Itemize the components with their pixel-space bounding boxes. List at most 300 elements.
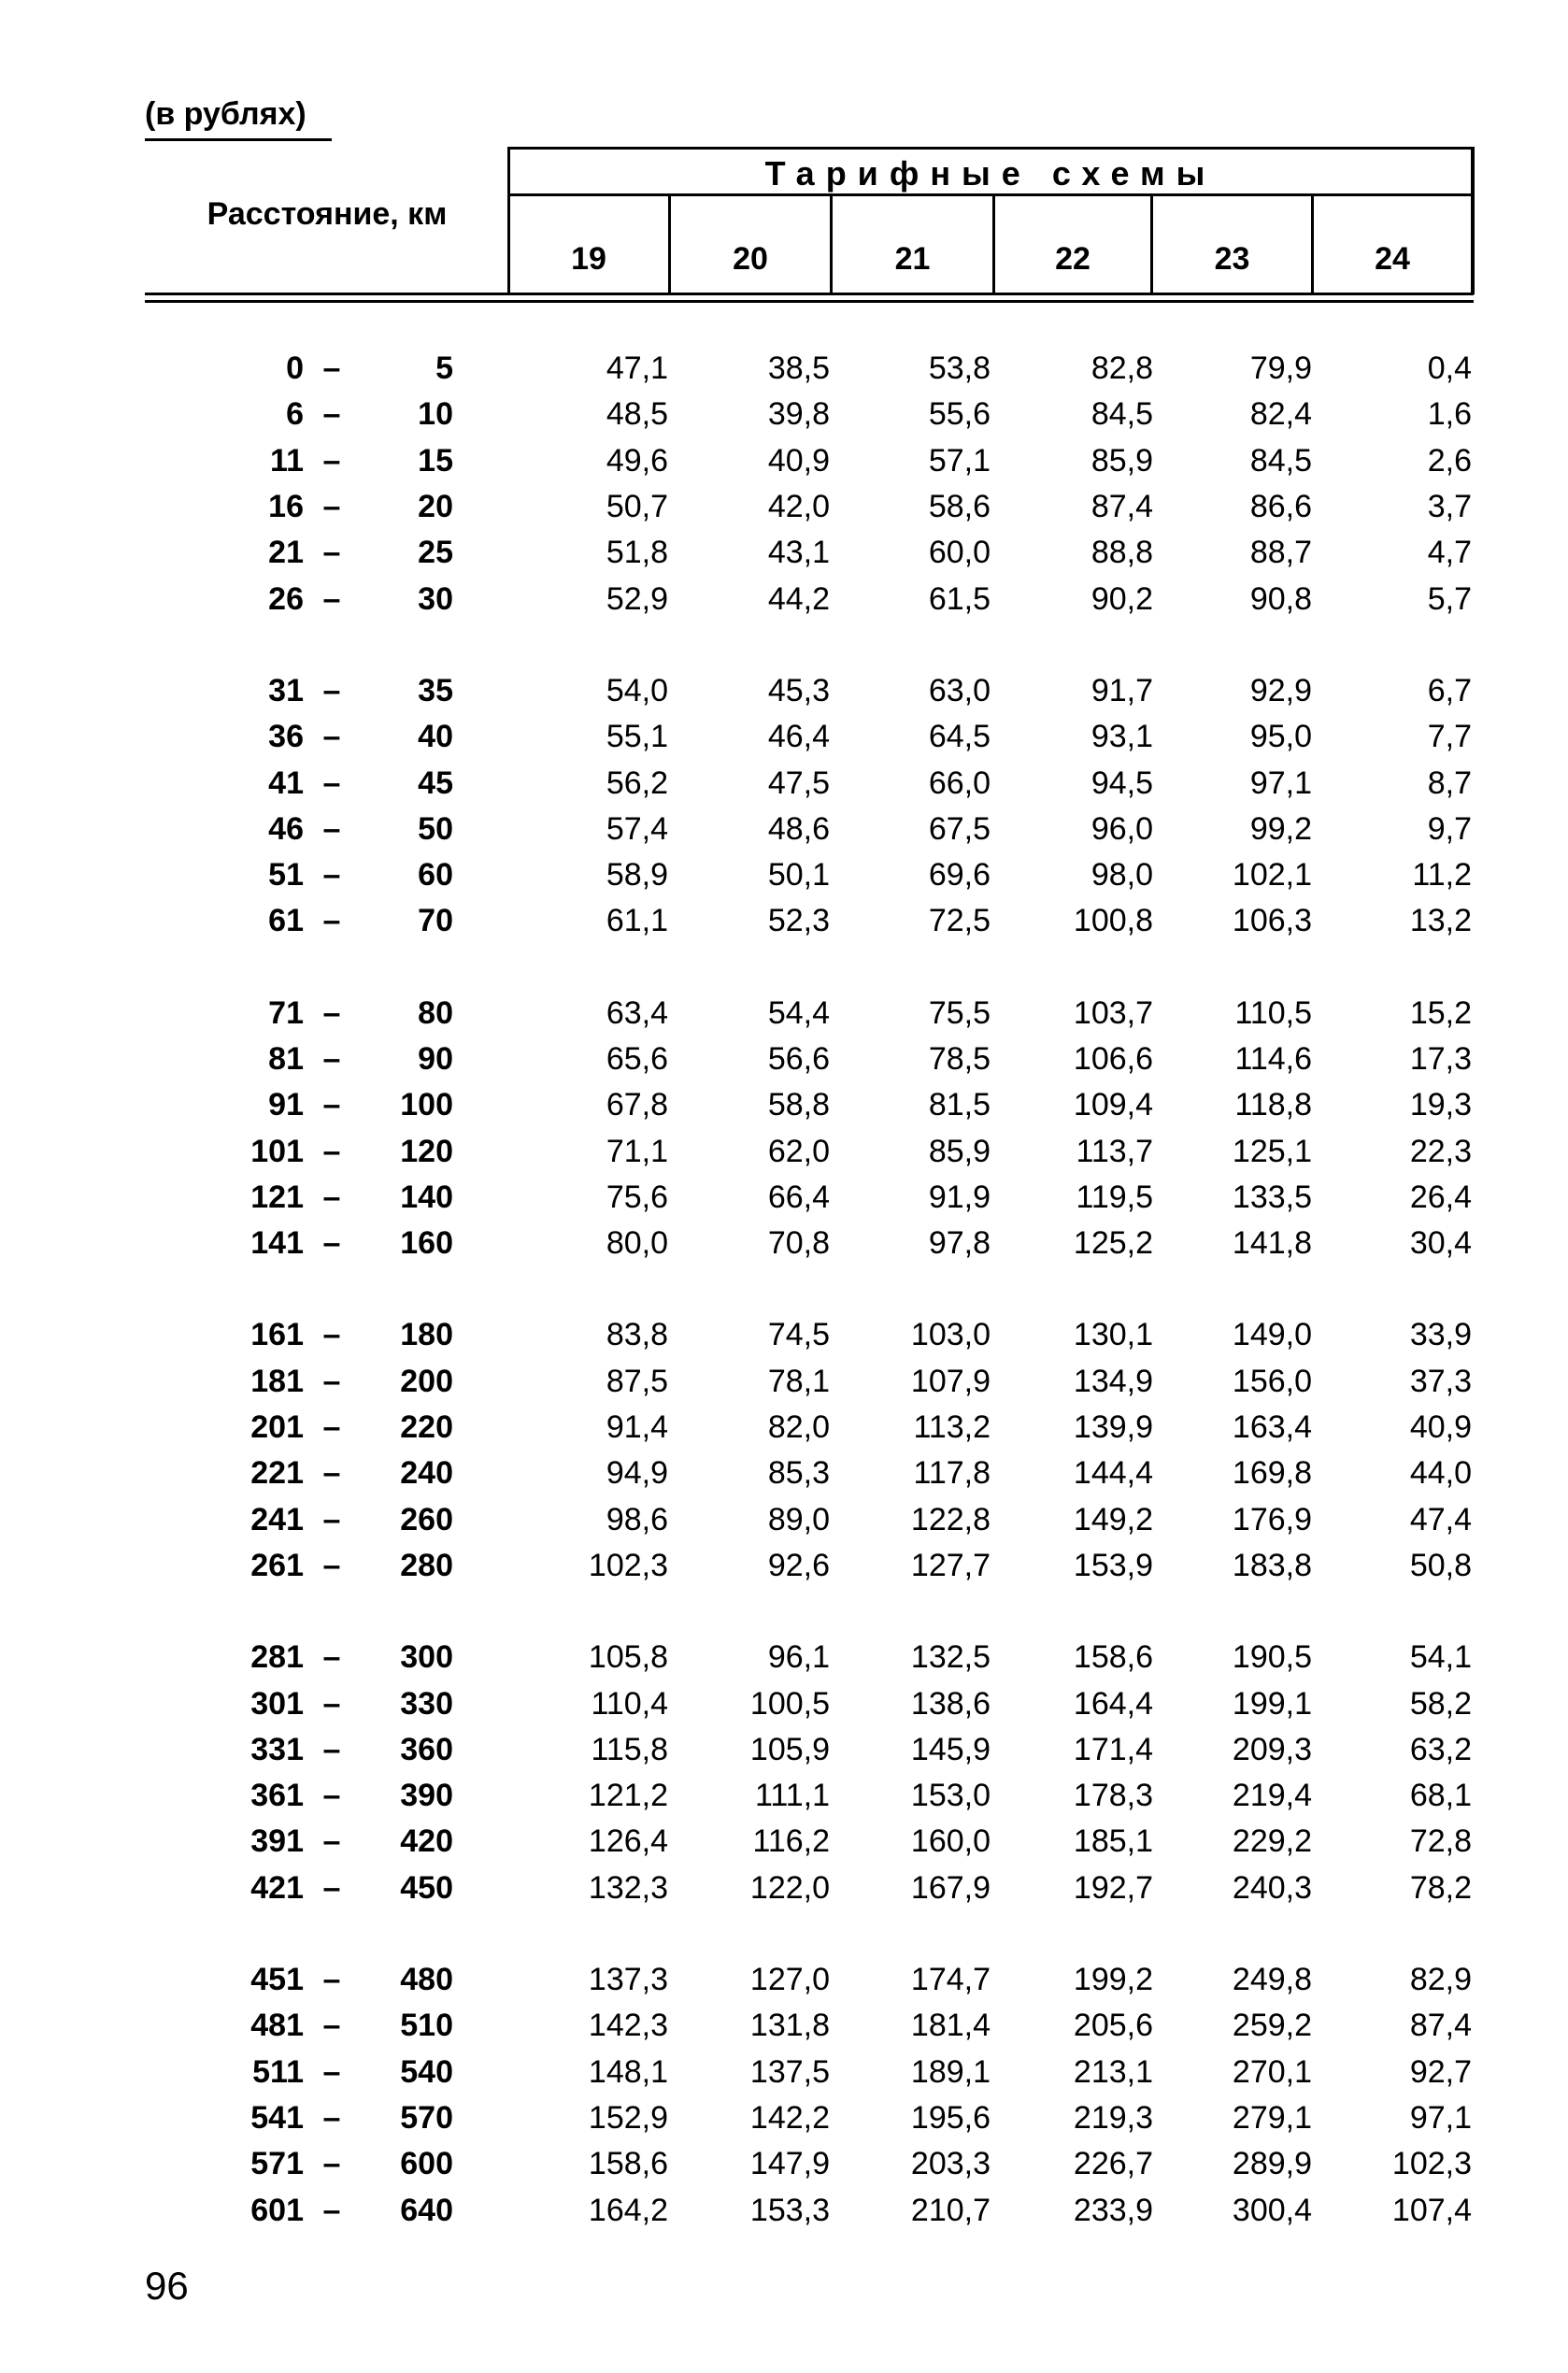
table-row xyxy=(145,991,1472,1036)
distance-to: 600 xyxy=(400,2146,453,2182)
tariff-value: 117,8 xyxy=(913,1455,991,1492)
tariff-value: 82,8 xyxy=(1090,350,1153,387)
distance-from: 451 xyxy=(250,1962,304,1998)
tariff-value: 153,9 xyxy=(1073,1547,1153,1583)
tariff-value: 26,4 xyxy=(1409,1179,1472,1215)
header-mid-rule xyxy=(509,193,1474,196)
column-header: 23 xyxy=(1214,241,1250,277)
distance-to: 640 xyxy=(400,2192,453,2228)
distance-from: 51 xyxy=(268,857,304,893)
tariff-value: 92,7 xyxy=(1409,2053,1472,2090)
table-row xyxy=(145,484,1472,530)
tariff-value: 147,9 xyxy=(749,2146,830,2182)
range-dash: – xyxy=(322,1133,341,1169)
table-row xyxy=(145,668,1472,714)
range-dash: – xyxy=(322,442,341,479)
row-group xyxy=(145,346,1472,622)
tariff-value: 100,5 xyxy=(749,1685,830,1722)
tariff-value: 87,4 xyxy=(1409,2008,1472,2044)
tariff-value: 68,1 xyxy=(1409,1778,1472,1814)
tariff-value: 54,1 xyxy=(1409,1639,1472,1676)
tariff-value: 62,0 xyxy=(767,1133,830,1169)
tariff-value: 90,8 xyxy=(1249,580,1312,617)
tariff-value: 37,3 xyxy=(1409,1363,1472,1399)
table-row xyxy=(145,714,1472,760)
tariff-value: 152,9 xyxy=(588,2099,668,2136)
tariff-value: 45,3 xyxy=(767,672,830,708)
distance-from: 601 xyxy=(250,2192,304,2228)
tariff-value: 71,1 xyxy=(606,1133,668,1169)
distance-from: 31 xyxy=(268,672,304,708)
tariff-value: 44,2 xyxy=(767,580,830,617)
tariff-value: 47,5 xyxy=(767,765,830,801)
tariff-value: 72,5 xyxy=(928,903,991,939)
tariff-value: 178,3 xyxy=(1073,1778,1153,1814)
column-header: 20 xyxy=(733,241,768,277)
table-row xyxy=(145,1680,1472,1726)
tariff-value: 67,5 xyxy=(928,810,991,847)
tariff-value: 116,2 xyxy=(752,1823,830,1860)
tariff-value: 33,9 xyxy=(1409,1317,1472,1353)
tariff-value: 213,1 xyxy=(1073,2053,1153,2090)
distance-to: 260 xyxy=(400,1501,453,1537)
distance-from: 141 xyxy=(250,1225,304,1262)
distance-from: 36 xyxy=(268,719,304,755)
tariff-value: 141,8 xyxy=(1232,1225,1312,1262)
tariff-value: 84,5 xyxy=(1090,396,1153,433)
tariff-value: 56,6 xyxy=(767,1041,830,1077)
distance-to: 420 xyxy=(400,1823,453,1860)
distance-from: 21 xyxy=(268,535,304,571)
tariff-value: 55,6 xyxy=(928,396,991,433)
distance-to: 80 xyxy=(418,994,453,1031)
tariff-value: 190,5 xyxy=(1232,1639,1312,1676)
tariff-value: 78,2 xyxy=(1409,1869,1472,1906)
distance-from: 71 xyxy=(268,994,304,1031)
distance-to: 15 xyxy=(418,442,453,479)
range-dash: – xyxy=(322,1409,341,1446)
distance-from: 101 xyxy=(250,1133,304,1169)
tariff-value: 126,4 xyxy=(588,1823,668,1860)
tariff-value: 47,4 xyxy=(1409,1501,1472,1537)
table-row xyxy=(145,1819,1472,1865)
range-dash: – xyxy=(322,1685,341,1722)
tariff-value: 176,9 xyxy=(1232,1501,1312,1537)
tariff-value: 300,4 xyxy=(1232,2192,1312,2228)
table-row xyxy=(145,530,1472,576)
range-dash: – xyxy=(322,535,341,571)
tariff-value: 127,7 xyxy=(910,1547,991,1583)
tariff-value: 229,2 xyxy=(1232,1823,1312,1860)
distance-from: 26 xyxy=(268,580,304,617)
table-header xyxy=(145,145,1472,299)
distance-to: 540 xyxy=(400,2053,453,2090)
header-bottom-rule-2 xyxy=(145,300,1474,303)
tariff-value: 46,4 xyxy=(767,719,830,755)
table-row xyxy=(145,576,1472,622)
tariff-value: 49,6 xyxy=(606,442,668,479)
tariff-value: 121,2 xyxy=(588,1778,668,1814)
tariff-value: 11,2 xyxy=(1412,857,1472,893)
table-row xyxy=(145,1359,1472,1405)
range-dash: – xyxy=(322,489,341,525)
tariff-value: 97,1 xyxy=(1409,2099,1472,2136)
tariff-value: 91,4 xyxy=(606,1409,668,1446)
tariff-value: 144,4 xyxy=(1073,1455,1153,1492)
range-dash: – xyxy=(322,1547,341,1583)
distance-from: 281 xyxy=(250,1639,304,1676)
distance-from: 91 xyxy=(268,1087,304,1123)
distance-to: 5 xyxy=(435,350,453,387)
distance-from: 161 xyxy=(250,1317,304,1353)
distance-from: 61 xyxy=(268,903,304,939)
row-group xyxy=(145,991,1472,1267)
distance-to: 40 xyxy=(418,719,453,755)
tariff-value: 85,9 xyxy=(1090,442,1153,479)
table-row xyxy=(145,1405,1472,1451)
tariff-value: 133,5 xyxy=(1232,1179,1312,1215)
tariff-value: 57,1 xyxy=(928,442,991,479)
tariff-value: 149,2 xyxy=(1073,1501,1153,1537)
distance-to: 330 xyxy=(400,1685,453,1722)
distance-from: 0 xyxy=(286,350,304,387)
tariff-value: 105,8 xyxy=(588,1639,668,1676)
distance-header: Расстояние, км xyxy=(207,196,448,232)
table-row xyxy=(145,392,1472,437)
tariff-value: 181,4 xyxy=(910,2008,991,2044)
table-row xyxy=(145,1036,1472,1082)
tariff-value: 66,0 xyxy=(928,765,991,801)
tariff-value: 219,4 xyxy=(1232,1778,1312,1814)
table-row xyxy=(145,1451,1472,1496)
tariff-value: 40,9 xyxy=(767,442,830,479)
tariff-value: 22,3 xyxy=(1409,1133,1472,1169)
tariff-value: 92,6 xyxy=(767,1547,830,1583)
tariff-value: 233,9 xyxy=(1073,2192,1153,2228)
distance-from: 511 xyxy=(252,2053,304,2090)
tariff-value: 203,3 xyxy=(910,2146,991,2182)
range-dash: – xyxy=(322,1962,341,1998)
tariff-value: 55,1 xyxy=(606,719,668,755)
tariff-value: 96,1 xyxy=(767,1639,830,1676)
distance-from: 41 xyxy=(268,765,304,801)
unit-note-underline xyxy=(145,138,332,141)
tariff-value: 82,9 xyxy=(1409,1962,1472,1998)
tariff-value: 52,9 xyxy=(606,580,668,617)
tariff-value: 205,6 xyxy=(1073,2008,1153,2044)
tariff-value: 109,4 xyxy=(1073,1087,1153,1123)
tariff-value: 94,5 xyxy=(1090,765,1153,801)
distance-from: 301 xyxy=(250,1685,304,1722)
distance-from: 121 xyxy=(250,1179,304,1215)
distance-from: 241 xyxy=(250,1501,304,1537)
range-dash: – xyxy=(322,350,341,387)
range-dash: – xyxy=(322,1823,341,1860)
tariff-value: 125,2 xyxy=(1073,1225,1153,1262)
tariff-value: 93,1 xyxy=(1090,719,1153,755)
table-row xyxy=(145,807,1472,852)
tariff-value: 57,4 xyxy=(606,810,668,847)
row-group xyxy=(145,1635,1472,1911)
tariff-value: 58,6 xyxy=(928,489,991,525)
table-row xyxy=(145,760,1472,806)
header-top-rule xyxy=(509,147,1474,150)
tariff-value: 122,8 xyxy=(910,1501,991,1537)
distance-from: 6 xyxy=(286,396,304,433)
distance-from: 181 xyxy=(250,1363,304,1399)
range-dash: – xyxy=(322,1869,341,1906)
distance-to: 200 xyxy=(400,1363,453,1399)
table-row xyxy=(145,1727,1472,1773)
tariff-value: 50,1 xyxy=(767,857,830,893)
tariff-value: 84,5 xyxy=(1249,442,1312,479)
tariff-value: 0,4 xyxy=(1427,350,1472,387)
tariff-value: 4,7 xyxy=(1427,535,1472,571)
tariff-value: 210,7 xyxy=(910,2192,991,2228)
tariff-value: 6,7 xyxy=(1427,672,1472,708)
table-row xyxy=(145,2050,1472,2095)
tariff-value: 30,4 xyxy=(1409,1225,1472,1262)
range-dash: – xyxy=(322,1731,341,1767)
range-dash: – xyxy=(322,1225,341,1262)
tariff-value: 156,0 xyxy=(1232,1363,1312,1399)
distance-to: 240 xyxy=(400,1455,453,1492)
tariff-value: 96,0 xyxy=(1090,810,1153,847)
range-dash: – xyxy=(322,1179,341,1215)
range-dash: – xyxy=(322,1363,341,1399)
tariff-value: 132,3 xyxy=(588,1869,668,1906)
tariff-value: 72,8 xyxy=(1409,1823,1472,1860)
tariff-value: 43,1 xyxy=(767,535,830,571)
distance-from: 571 xyxy=(250,2146,304,2182)
tariff-value: 153,0 xyxy=(910,1778,991,1814)
tariff-value: 142,2 xyxy=(749,2099,830,2136)
table-row xyxy=(145,1128,1472,1174)
tariff-value: 89,0 xyxy=(767,1501,830,1537)
range-dash: – xyxy=(322,810,341,847)
range-dash: – xyxy=(322,1041,341,1077)
distance-from: 421 xyxy=(250,1869,304,1906)
table-row xyxy=(145,1082,1472,1128)
tariff-value: 110,4 xyxy=(591,1685,668,1722)
tariff-value: 50,8 xyxy=(1409,1547,1472,1583)
distance-to: 450 xyxy=(400,1869,453,1906)
tariff-value: 91,9 xyxy=(928,1179,991,1215)
table-row xyxy=(145,2095,1472,2141)
table-row xyxy=(145,852,1472,898)
tariff-value: 85,3 xyxy=(767,1455,830,1492)
tariff-value: 183,8 xyxy=(1232,1547,1312,1583)
tariff-value: 87,4 xyxy=(1090,489,1153,525)
tariff-value: 113,7 xyxy=(1076,1133,1153,1169)
tariff-value: 97,8 xyxy=(928,1225,991,1262)
distance-from: 331 xyxy=(250,1731,304,1767)
tariff-value: 63,4 xyxy=(606,994,668,1031)
tariff-value: 90,2 xyxy=(1090,580,1153,617)
tariff-value: 99,2 xyxy=(1249,810,1312,847)
tariff-value: 119,5 xyxy=(1076,1179,1153,1215)
tariff-value: 125,1 xyxy=(1232,1133,1312,1169)
tariff-value: 195,6 xyxy=(910,2099,991,2136)
tariff-value: 75,5 xyxy=(928,994,991,1031)
distance-to: 90 xyxy=(418,1041,453,1077)
tariff-value: 2,6 xyxy=(1427,442,1472,479)
distance-to: 360 xyxy=(400,1731,453,1767)
tariff-value: 137,3 xyxy=(588,1962,668,1998)
tariff-value: 137,5 xyxy=(749,2053,830,2090)
row-group xyxy=(145,1312,1472,1589)
tariff-value: 98,6 xyxy=(606,1501,668,1537)
tariff-value: 106,6 xyxy=(1073,1041,1153,1077)
tariff-value: 102,3 xyxy=(1391,2146,1472,2182)
tariff-value: 85,9 xyxy=(928,1133,991,1169)
tariff-value: 240,3 xyxy=(1232,1869,1312,1906)
tariff-value: 9,7 xyxy=(1427,810,1472,847)
tariff-value: 138,6 xyxy=(910,1685,991,1722)
range-dash: – xyxy=(322,2192,341,2228)
tariff-value: 102,1 xyxy=(1232,857,1312,893)
column-header: 21 xyxy=(894,241,931,277)
tariff-value: 38,5 xyxy=(767,350,830,387)
tariff-value: 289,9 xyxy=(1232,2146,1312,2182)
distance-to: 280 xyxy=(400,1547,453,1583)
tariff-value: 169,8 xyxy=(1232,1455,1312,1492)
tariff-value: 19,3 xyxy=(1409,1087,1472,1123)
range-dash: – xyxy=(322,672,341,708)
tariff-value: 58,2 xyxy=(1409,1685,1472,1722)
tariff-value: 107,9 xyxy=(910,1363,991,1399)
distance-to: 10 xyxy=(418,396,453,433)
tariff-value: 199,2 xyxy=(1073,1962,1153,1998)
tariff-value: 91,7 xyxy=(1090,672,1153,708)
distance-from: 261 xyxy=(250,1547,304,1583)
tariff-value: 118,8 xyxy=(1234,1087,1312,1123)
tariff-value: 259,2 xyxy=(1232,2008,1312,2044)
table-row xyxy=(145,898,1472,944)
tariff-value: 209,3 xyxy=(1232,1731,1312,1767)
tariff-value: 185,1 xyxy=(1073,1823,1153,1860)
row-group xyxy=(145,1957,1472,2234)
range-dash: – xyxy=(322,2008,341,2044)
range-dash: – xyxy=(322,2146,341,2182)
tariff-value: 149,0 xyxy=(1232,1317,1312,1353)
tariff-value: 167,9 xyxy=(910,1869,991,1906)
tariff-value: 87,5 xyxy=(606,1363,668,1399)
tariff-value: 82,0 xyxy=(767,1409,830,1446)
distance-to: 50 xyxy=(418,810,453,847)
tariff-value: 58,9 xyxy=(606,857,668,893)
distance-from: 481 xyxy=(250,2008,304,2044)
tariff-value: 47,1 xyxy=(606,350,668,387)
tariff-value: 48,5 xyxy=(606,396,668,433)
column-header: 19 xyxy=(571,241,606,277)
distance-from: 11 xyxy=(270,442,304,479)
table-row xyxy=(145,1635,1472,1680)
tariff-value: 58,8 xyxy=(767,1087,830,1123)
tariff-value: 160,0 xyxy=(910,1823,991,1860)
distance-to: 480 xyxy=(400,1962,453,1998)
tariff-value: 98,0 xyxy=(1090,857,1153,893)
distance-to: 45 xyxy=(418,765,453,801)
distance-from: 46 xyxy=(268,810,304,847)
tariff-value: 66,4 xyxy=(767,1179,830,1215)
tariff-value: 103,0 xyxy=(910,1317,991,1353)
range-dash: – xyxy=(322,1087,341,1123)
tariff-value: 164,2 xyxy=(588,2192,668,2228)
tariff-value: 81,5 xyxy=(928,1087,991,1123)
tariff-value: 158,6 xyxy=(1073,1639,1153,1676)
tariff-value: 83,8 xyxy=(606,1317,668,1353)
range-dash: – xyxy=(322,1317,341,1353)
tariff-value: 114,6 xyxy=(1234,1041,1312,1077)
tariff-value: 61,1 xyxy=(606,903,668,939)
tariff-value: 69,6 xyxy=(928,857,991,893)
tariff-value: 95,0 xyxy=(1249,719,1312,755)
table-row xyxy=(145,1957,1472,2003)
range-dash: – xyxy=(322,580,341,617)
tariff-value: 65,6 xyxy=(606,1041,668,1077)
tariff-value: 158,6 xyxy=(588,2146,668,2182)
tariff-value: 44,0 xyxy=(1409,1455,1472,1492)
table-row xyxy=(145,438,1472,484)
range-dash: – xyxy=(322,1639,341,1676)
tariff-value: 132,5 xyxy=(910,1639,991,1676)
table-row xyxy=(145,1221,1472,1266)
table-row xyxy=(145,2141,1472,2187)
distance-to: 30 xyxy=(418,580,453,617)
tariff-value: 50,7 xyxy=(606,489,668,525)
distance-to: 25 xyxy=(418,535,453,571)
range-dash: – xyxy=(322,2053,341,2090)
table-row xyxy=(145,2187,1472,2233)
tariff-value: 54,4 xyxy=(767,994,830,1031)
range-dash: – xyxy=(322,765,341,801)
tariff-value: 42,0 xyxy=(767,489,830,525)
tariff-value: 105,9 xyxy=(749,1731,830,1767)
tariff-value: 145,9 xyxy=(910,1731,991,1767)
column-header: 24 xyxy=(1375,241,1410,277)
tariff-value: 219,3 xyxy=(1073,2099,1153,2136)
distance-to: 120 xyxy=(400,1133,453,1169)
tariff-value: 82,4 xyxy=(1249,396,1312,433)
tariff-value: 63,2 xyxy=(1409,1731,1472,1767)
distance-to: 140 xyxy=(400,1179,453,1215)
table-row xyxy=(145,1312,1472,1358)
tariff-value: 249,8 xyxy=(1232,1962,1312,1998)
tariff-value: 3,7 xyxy=(1427,489,1472,525)
distance-to: 60 xyxy=(418,857,453,893)
range-dash: – xyxy=(322,719,341,755)
table-row xyxy=(145,1543,1472,1589)
distance-from: 201 xyxy=(250,1409,304,1446)
tariff-value: 163,4 xyxy=(1232,1409,1312,1446)
tariff-value: 106,3 xyxy=(1232,903,1312,939)
table-row xyxy=(145,1773,1472,1819)
tariff-value: 79,9 xyxy=(1249,350,1312,387)
tariff-value: 164,4 xyxy=(1073,1685,1153,1722)
tariff-value: 100,8 xyxy=(1073,903,1153,939)
tariff-value: 142,3 xyxy=(588,2008,668,2044)
unit-note: (в рублях) xyxy=(145,96,306,132)
tariff-value: 39,8 xyxy=(767,396,830,433)
tariff-value: 63,0 xyxy=(928,672,991,708)
tariff-value: 113,2 xyxy=(913,1409,991,1446)
table-row xyxy=(145,1866,1472,1911)
tariff-value: 192,7 xyxy=(1073,1869,1153,1906)
tariff-value: 92,9 xyxy=(1249,672,1312,708)
tariff-value: 61,5 xyxy=(928,580,991,617)
tariff-value: 70,8 xyxy=(767,1225,830,1262)
